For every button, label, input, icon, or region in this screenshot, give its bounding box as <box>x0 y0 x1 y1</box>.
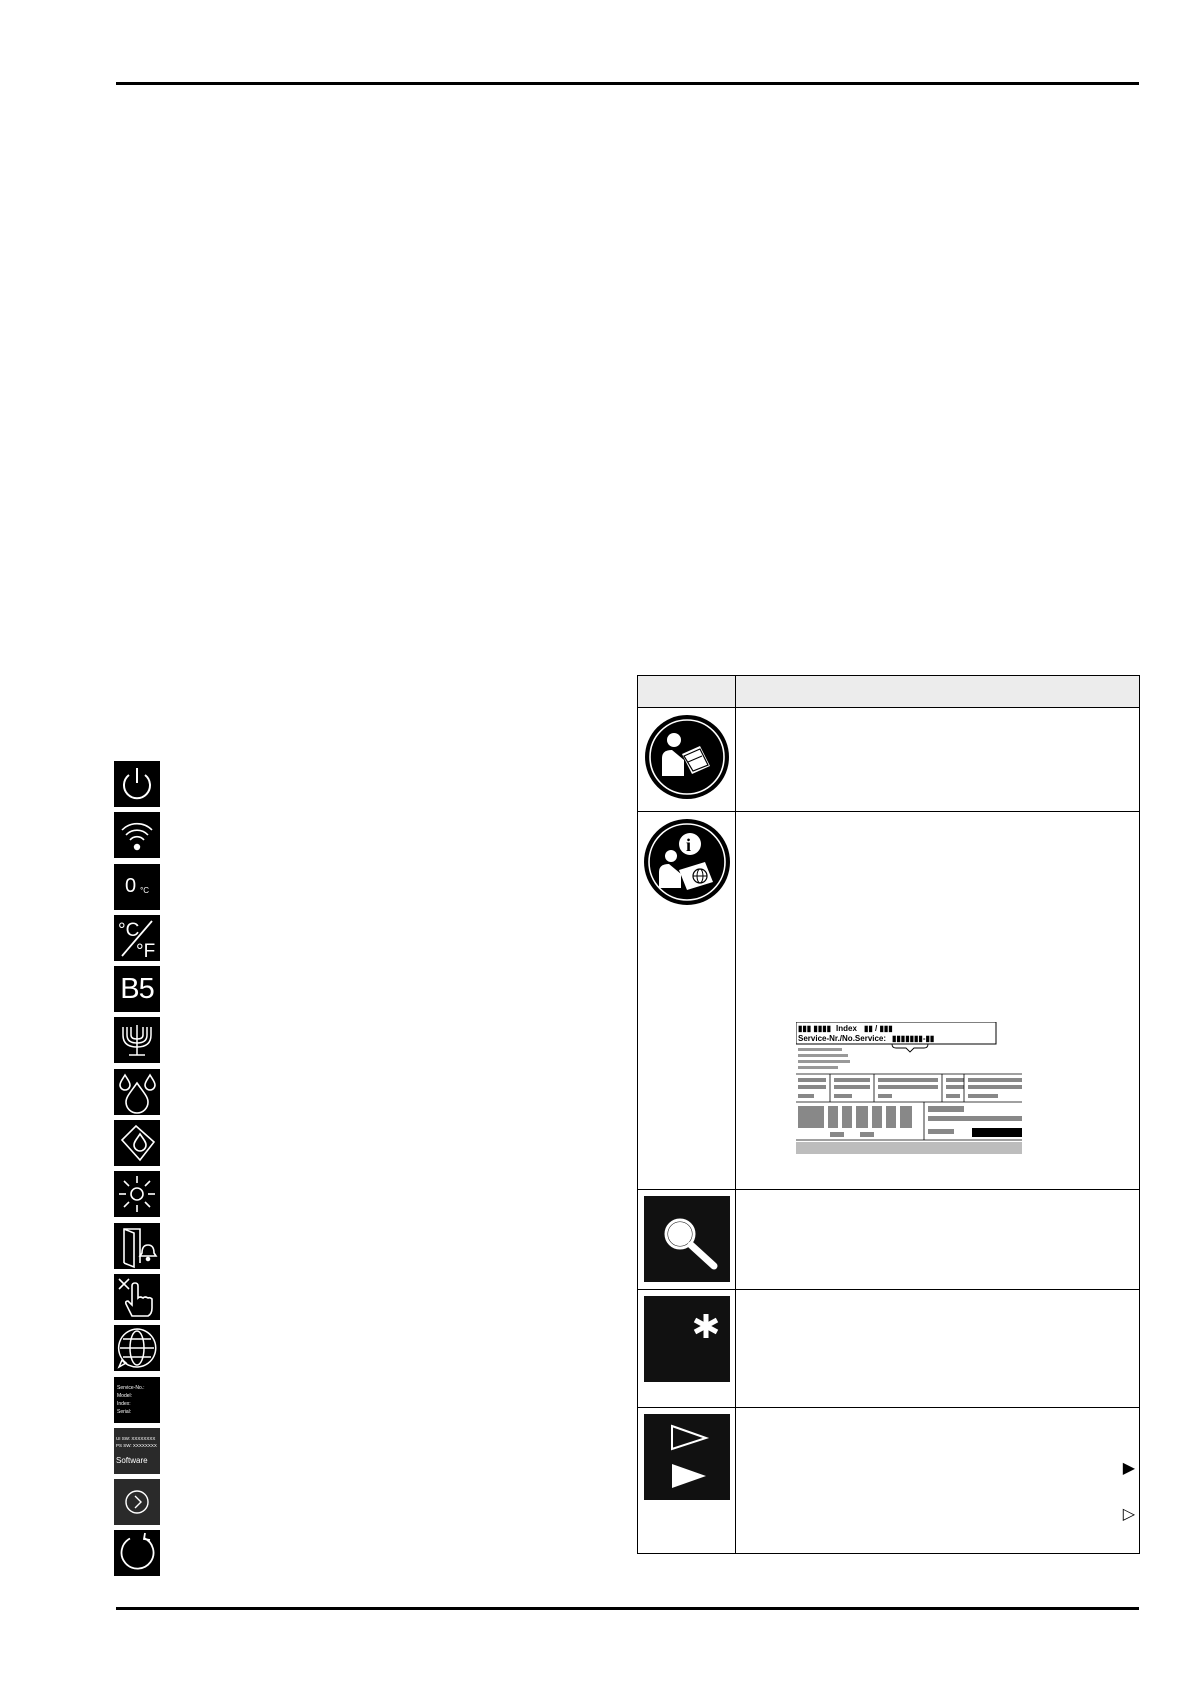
svg-text:Index: Index <box>836 1024 857 1033</box>
table-row <box>638 1190 1140 1290</box>
next-arrow-icon <box>114 1479 160 1525</box>
description-cell <box>736 1408 1140 1554</box>
header-rule <box>116 82 1139 85</box>
cleaning-icon <box>114 1120 160 1166</box>
description-cell <box>736 1190 1140 1290</box>
table-row <box>638 812 1140 1190</box>
info-icon: Service-No.: Model: Index: Serial: <box>114 1377 160 1423</box>
display-icon-list <box>114 761 160 1582</box>
action-arrows-icon <box>644 1414 730 1500</box>
table-row <box>638 708 1140 812</box>
online-manual-icon <box>643 818 731 906</box>
door-alarm-icon <box>114 1223 160 1269</box>
table-row <box>638 1408 1140 1554</box>
celsius-fahrenheit-icon <box>114 915 160 961</box>
explanation-column-header <box>736 676 1140 708</box>
b5-icon: B5 <box>114 966 160 1012</box>
power-icon <box>114 761 160 807</box>
software-icon: UI SW: XXXXXXXX PS SW: XXXXXXXX Software <box>114 1428 160 1474</box>
sabbath-menorah-icon <box>114 1017 160 1063</box>
wifi-icon <box>114 812 160 858</box>
magnifier-icon <box>644 1196 730 1282</box>
humidity-drops-icon <box>114 1069 160 1115</box>
action-step-marker: ▶ <box>1122 1460 1135 1477</box>
symbol-column-header <box>638 676 736 708</box>
description-cell <box>736 708 1140 812</box>
reset-icon <box>114 1530 160 1576</box>
temperature-display-icon: 0 °C <box>114 864 160 910</box>
footer-rule <box>116 1607 1139 1610</box>
svg-text:▮▮▮ ▮▮▮▮: ▮▮▮ ▮▮▮▮ <box>798 1024 832 1033</box>
svg-text:▮▮ / ▮▮▮: ▮▮ / ▮▮▮ <box>864 1024 893 1033</box>
read-manual-icon <box>644 714 730 800</box>
svg-text:▮▮▮▮▮▮▮-▮▮: ▮▮▮▮▮▮▮-▮▮ <box>892 1034 935 1043</box>
description-cell <box>736 812 1140 1190</box>
result-marker: ▷ <box>1122 1506 1135 1523</box>
table-header-row <box>638 676 1140 708</box>
asterisk-icon <box>644 1296 730 1382</box>
type-plate-illustration <box>796 1022 1022 1161</box>
description-cell <box>736 1290 1140 1408</box>
svg-text:i: i <box>685 835 691 855</box>
brightness-icon <box>114 1171 160 1217</box>
svg-text:Service-Nr./No.Service:: Service-Nr./No.Service: <box>798 1034 887 1043</box>
table-row <box>638 1290 1140 1408</box>
symbol-table <box>637 675 1140 1554</box>
language-icon <box>114 1325 160 1371</box>
svg-text:°F: °F <box>136 940 156 961</box>
svg-text:°C: °C <box>118 919 140 941</box>
display-lock-icon <box>114 1274 160 1320</box>
